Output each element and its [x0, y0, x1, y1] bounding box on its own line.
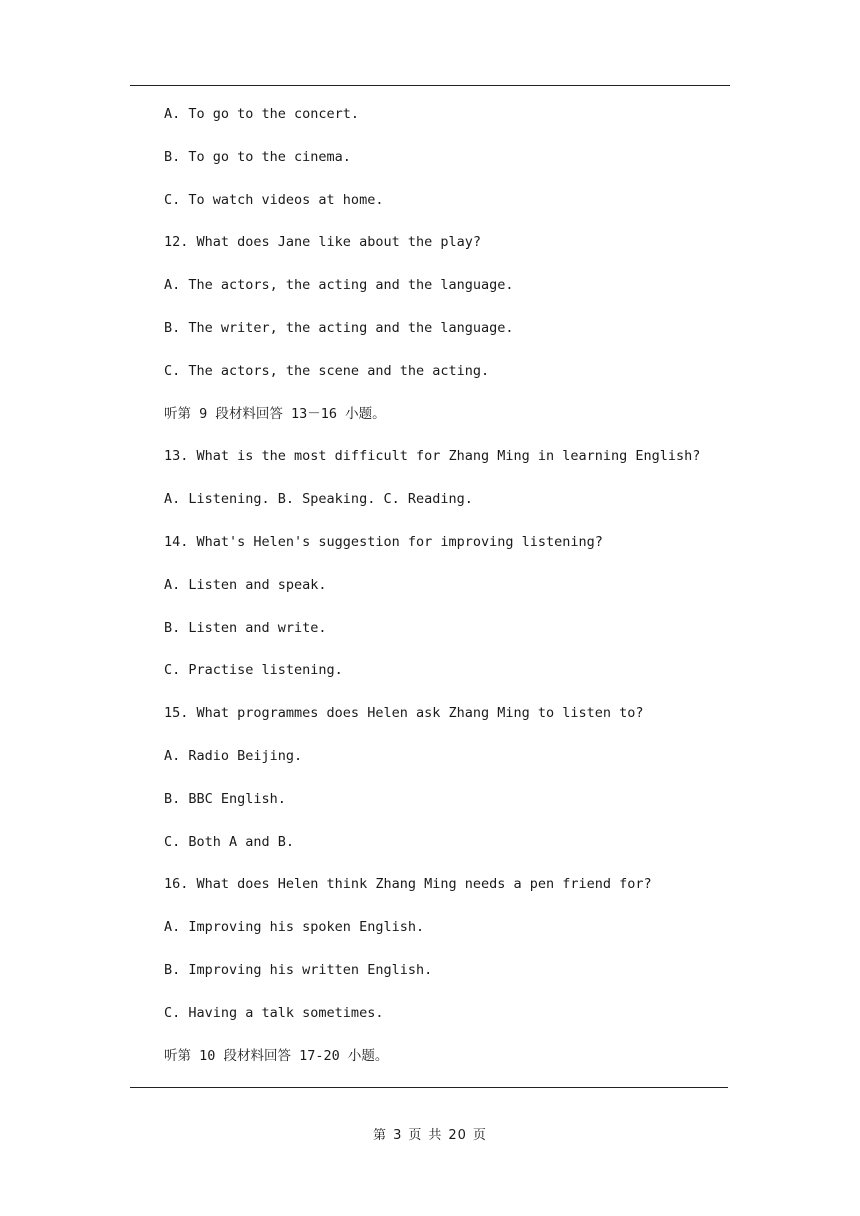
section-instruction: 听第 9 段材料回答 13－16 小题。	[164, 405, 386, 422]
current-page-number: 3	[393, 1128, 403, 1143]
footer-suffix: 页	[472, 1128, 487, 1143]
question-content	[164, 104, 744, 1088]
footer-page-word: 页	[408, 1128, 423, 1143]
question-16: 16. What does Helen think Zhang Ming needs a pen friend for?	[164, 876, 652, 893]
option-line: B. The writer, the acting and the language.	[164, 319, 514, 336]
footer-prefix: 第	[373, 1128, 388, 1143]
option-line: A. Radio Beijing.	[164, 747, 303, 764]
option-line: A. To go to the concert.	[164, 106, 360, 122]
option-line: A. Improving his spoken English.	[164, 919, 425, 936]
option-line: C. Both A and B.	[164, 833, 295, 850]
footer-total-prefix: 共	[428, 1128, 443, 1143]
footer-rule	[130, 1087, 728, 1088]
page-footer	[0, 1124, 860, 1143]
section-instruction: 听第 10 段材料回答 17-20 小题。	[164, 1047, 389, 1064]
option-line: B. Improving his written English.	[164, 961, 433, 978]
question-15: 15. What programmes does Helen ask Zhang Ming to listen to?	[164, 705, 644, 722]
question-14: 14. What's Helen's suggestion for improving listening?	[164, 533, 603, 550]
option-line: B. BBC English.	[164, 790, 286, 807]
option-line: A. The actors, the acting and the language.	[164, 277, 514, 294]
option-line: A. Listen and speak.	[164, 576, 327, 593]
option-line: C. Having a talk sometimes.	[164, 1004, 384, 1021]
option-line: B. To go to the cinema.	[164, 148, 351, 165]
total-pages-number: 20	[448, 1128, 467, 1143]
option-line: B. Listen and write.	[164, 619, 327, 636]
question-12: 12. What does Jane like about the play?	[164, 234, 481, 251]
option-line: C. Practise listening.	[164, 662, 343, 679]
option-line: C. The actors, the scene and the acting.	[164, 362, 490, 379]
option-line: C. To watch videos at home.	[164, 191, 384, 208]
question-13: 13. What is the most difficult for Zhang Ming in learning English?	[164, 448, 701, 465]
header-rule	[130, 85, 730, 86]
option-line: A. Listening. B. Speaking. C. Reading.	[164, 491, 473, 508]
